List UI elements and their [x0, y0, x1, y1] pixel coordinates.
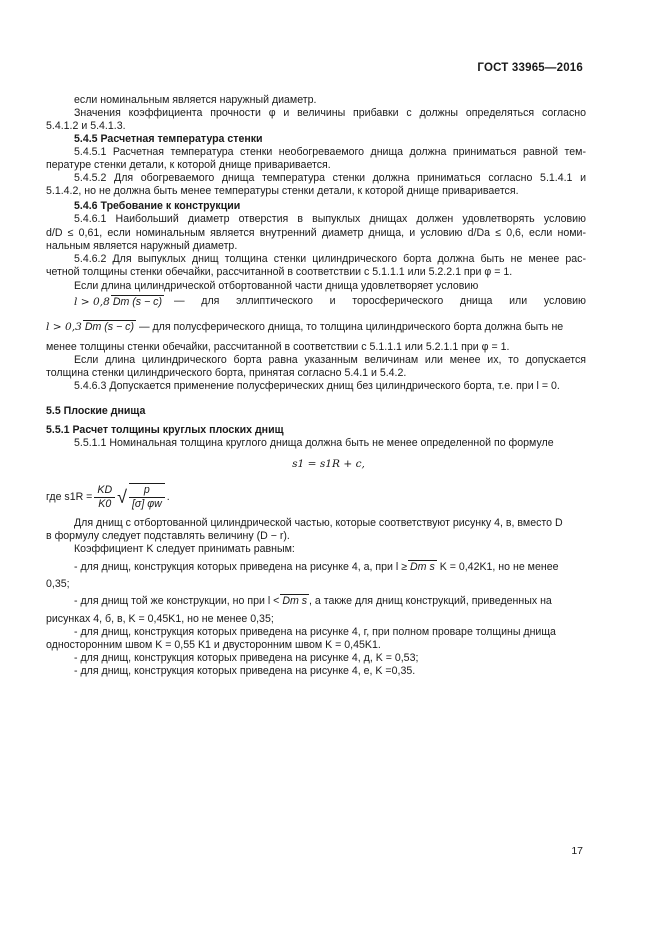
- text-line: 5.4.6.1 Наибольший диаметр отверстия в выпуклых днищах должен удовлетворять условию: [74, 213, 586, 225]
- text-fragment: , а также для днищ конструкций, приведенных на: [309, 595, 552, 607]
- text-line: в формулу следует подставлять величину (D − r).: [46, 530, 290, 542]
- numerator: KD: [94, 484, 115, 498]
- text-fragment: K = 0,42K1, но не менее: [439, 561, 559, 573]
- section-heading: 5.4.5 Расчетная температура стенки: [74, 133, 263, 145]
- text-line: 5.4.1.2 и 5.4.1.3.: [46, 120, 126, 132]
- text-line: Для днищ с отбортованной цилиндрической частью, которые соответствуют рисунку 4, в, вместо D: [74, 517, 563, 529]
- text-line: толщина стенки цилиндрического борта, принятая согласно 5.4.1 и 5.4.2.: [46, 367, 407, 379]
- denominator: [σ] φw: [131, 498, 162, 510]
- text-line: нальным является наружный диаметр.: [46, 240, 238, 252]
- text-fragment: — для эллиптического и торосферического днища или условию: [174, 295, 586, 307]
- standard-header: ГОСТ 33965—2016: [477, 62, 583, 74]
- coefficient-line: [74, 594, 586, 608]
- sqrt-expression: Dm (s − c): [84, 321, 135, 333]
- text-line: 5.5.1.1 Номинальная толщина круглого днища должна быть не менее определенной по формуле: [74, 437, 554, 449]
- text-line: четной толщины стенки обечайки, рассчитанной в соответствии с 5.1.1.1 или 5.2.2.1 при φ = 1.: [46, 266, 513, 278]
- coefficient-line: [74, 560, 586, 574]
- formula-line-hemispherical: [46, 320, 586, 334]
- formula-line-elliptic: [74, 295, 586, 309]
- formula-s1: s1 = s1R + c,: [292, 458, 365, 470]
- formula-condition: l > 0,8: [74, 296, 110, 308]
- text-line: 5.4.6.3 Допускается применение полусферических днищ без цилиндрического борта, т.е. при l = 0.: [74, 380, 560, 392]
- fraction-p-sigma: [129, 483, 165, 511]
- text-line: Значения коэффициента прочности φ и величины прибавки c должны определяться согласно: [74, 107, 586, 119]
- text-line: Если длина цилиндрической отбортованной части днища удовлетворяет условию: [74, 280, 479, 292]
- subsection-heading: 5.5.1 Расчет толщины круглых плоских днищ: [46, 424, 284, 436]
- text-line: d/D ≤ 0,61, если номинальным является внутренний диаметр днища, и условию d/Da ≤ 0,6, если номи-: [46, 227, 586, 239]
- text-fragment: - для днищ, конструкция которых приведена на рисунке 4, а, при l ≥: [74, 561, 408, 573]
- denominator: K0: [98, 497, 112, 510]
- text-line: рисунках 4, б, в, K = 0,45K1, но не менее 0,35;: [46, 613, 274, 625]
- text-fragment: - для днищ той же конструкции, но при l <: [74, 595, 280, 607]
- text-line: - для днищ, конструкция которых приведена на рисунке 4, г, при полном проваре толщины днища: [74, 626, 556, 638]
- section-heading: 5.5 Плоские днища: [46, 405, 146, 417]
- text-line: пературе стенки детали, к которой днище приваривается.: [46, 159, 331, 171]
- sqrt-expression: Dm s: [410, 561, 435, 573]
- text-line: менее толщины стенки обечайки, рассчитанной в соответствии с 5.1.1.1 или 5.2.1.1 при φ = 1.: [46, 341, 510, 353]
- text-line: Если длина цилиндрического борта равна указанным величинам или менее их, то допускается: [74, 354, 586, 366]
- formula-condition: l > 0,3: [46, 321, 82, 333]
- text-line: 5.1.4.2, но не должна быть менее температуры стенки детали, к которой днище приваривается.: [46, 185, 519, 197]
- section-heading: 5.4.6 Требование к конструкции: [74, 200, 241, 212]
- text-line: 5.4.6.2 Для выпуклых днищ толщина стенки цилиндрического борта должна быть не менее рас-: [74, 253, 586, 265]
- text-line: если номинальным является наружный диаметр.: [74, 94, 317, 106]
- page-number: 17: [571, 845, 583, 857]
- formula-label: где s1R =: [46, 490, 93, 503]
- text-line: - для днищ, конструкция которых приведена на рисунке 4, е, K =0,35.: [74, 665, 416, 677]
- text-line: односторонним швом K = 0,55 K1 и двусторонним швом K = 0,45K1.: [46, 639, 381, 651]
- text-line: 5.4.5.1 Расчетная температура стенки необогреваемого днища должна приниматься равной тем-: [74, 146, 586, 158]
- text-line: Коэффициент K следует принимать равным:: [74, 543, 295, 555]
- fraction-kd-k0: [94, 484, 115, 511]
- sqrt-expression: Dm s: [282, 595, 308, 607]
- text-line: 5.4.5.2 Для обогреваемого днища температура стенки должна приниматься согласно 5.1.4.1 и: [74, 172, 586, 184]
- text-line: - для днищ, конструкция которых приведена на рисунке 4, д, K = 0,53;: [74, 652, 419, 664]
- sqrt-expression: Dm (s − c): [112, 296, 163, 308]
- numerator: p: [129, 484, 165, 498]
- formula-s1r: где s1R = $\frac{KD}{K0}$ √ $\frac{p}{[\sigma] \varphi w}$ .: [46, 483, 170, 510]
- radical-sign: √: [117, 486, 127, 507]
- text-fragment: — для полусферического днища, то толщина цилиндрического борта должна быть не: [138, 321, 564, 333]
- text-line: 0,35;: [46, 578, 70, 590]
